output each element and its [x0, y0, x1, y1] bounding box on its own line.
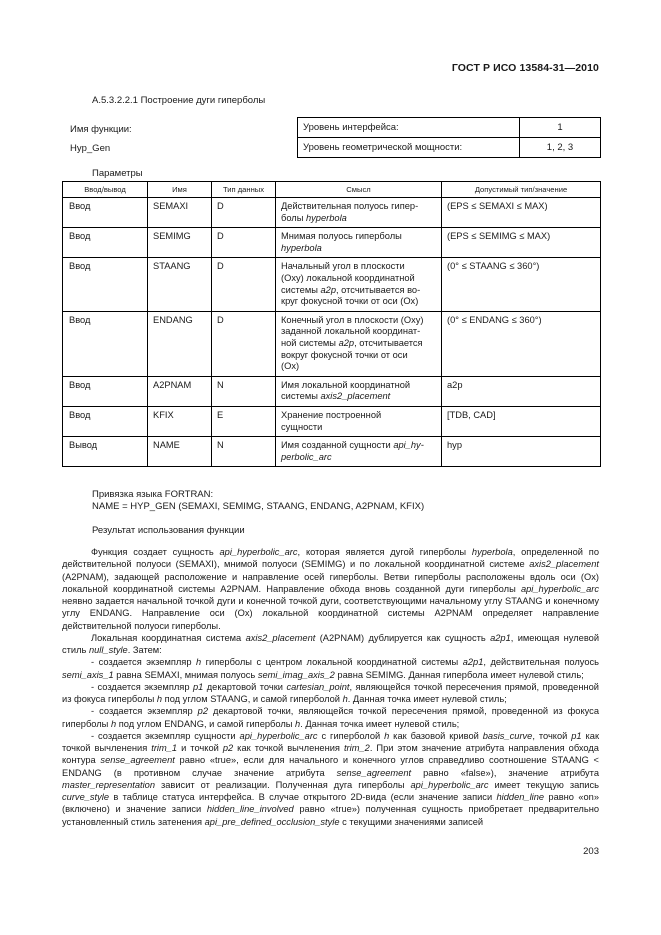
cell-type: D [212, 198, 276, 228]
cell-io: Ввод [63, 228, 148, 258]
standard-header: ГОСТ Р ИСО 13584-31—2010 [451, 62, 599, 74]
parameters-header-row [63, 182, 601, 198]
geom-power-label: Уровень геометрической мощности: [298, 138, 520, 158]
cell-meaning: Имя созданной сущности api_hy- perbolic_arc [276, 437, 442, 467]
cell-type: D [212, 311, 276, 376]
cell-allowed: hyp [442, 437, 601, 467]
interface-level-row [298, 118, 601, 138]
fortran-call: NAME = HYP_GEN (SEMAXI, SEMIMG, STAANG, ENDANG, A2PNAM, KFIX) [92, 501, 425, 512]
table-row [63, 258, 601, 311]
cell-meaning: Начальный угол в плоскости (Oxy) локальной координатной системы a2p, отсчитывается во- круг фокусной точки от оси (Ox) [276, 258, 442, 311]
cell-type: E [212, 406, 276, 436]
cell-allowed: a2p [442, 376, 601, 406]
cell-name: SEMAXI [148, 198, 212, 228]
paragraph: Локальная координатная система axis2_placement (A2PNAM) дублируется как сущность a2p1, имеющая нулевой стиль null_style. Затем: [62, 632, 600, 655]
header-io: Ввод/вывод [63, 182, 148, 198]
cell-io: Ввод [63, 376, 148, 406]
cell-io: Ввод [63, 406, 148, 436]
cell-io: Ввод [63, 198, 148, 228]
cell-type: N [212, 376, 276, 406]
fortran-binding [92, 489, 424, 513]
header-meaning: Смысл [276, 182, 442, 198]
cell-name: KFIX [148, 406, 212, 436]
header-allowed: Допустимый тип/значение [442, 182, 601, 198]
interface-table [297, 117, 601, 158]
cell-allowed: (0° ≤ STAANG ≤ 360°) [442, 258, 601, 311]
table-row [63, 311, 601, 376]
cell-meaning: Конечный угол в плоскости (Oxy) заданной локальной координат- ной системы a2p, отсчитывается вокруг фокусной точки от оси (Ox) [276, 311, 442, 376]
header-type: Тип данных [212, 182, 276, 198]
cell-name: A2PNAM [148, 376, 212, 406]
function-name-label: Имя функции: [70, 124, 132, 135]
cell-meaning: Действительная полуось гипер- болы hyperbola [276, 198, 442, 228]
cell-name: NAME [148, 437, 212, 467]
table-row [63, 228, 601, 258]
body-text [62, 546, 599, 828]
function-name-value: Hyp_Gen [70, 143, 111, 154]
parameters-body [63, 198, 601, 467]
paragraph: - создается экземпляр p1 декартовой точки cartesian_point, являющейся точкой пересечения прямой, проведенной из фокуса гиперболы h под углом STAANG, и самой гиперболой h. Данная точка имеет нулевой стиль; [62, 681, 599, 704]
cell-meaning: Мнимая полуось гиперболы hyperbola [276, 228, 442, 258]
cell-type: D [212, 258, 276, 311]
page-number: 203 [583, 846, 599, 857]
result-label: Результат использования функции [92, 525, 245, 536]
cell-name: ENDANG [148, 311, 212, 376]
cell-allowed: (EPS ≤ SEMIMG ≤ MAX) [442, 228, 601, 258]
table-row [63, 437, 601, 467]
geom-power-value: 1, 2, 3 [520, 138, 601, 158]
table-row [63, 198, 601, 228]
paragraph: - создается экземпляр h гиперболы с центром локальной координатной системы a2p1, действительная полуось semi_axis_1 равна SEMAXI, мнимая полуось semi_imag_axis_2 равна SEMIMG. Данная гипербола имеет нулевой стиль; [62, 657, 600, 680]
section-title: A.5.3.2.2.1 Построение дуги гиперболы [92, 95, 266, 106]
cell-io: Ввод [63, 311, 148, 376]
table-row [63, 406, 601, 436]
cell-allowed: [TDB, CAD] [442, 406, 601, 436]
parameters-table [62, 181, 601, 467]
cell-meaning: Хранение построенной сущности [276, 406, 442, 436]
cell-allowed: (0° ≤ ENDANG ≤ 360°) [442, 311, 601, 376]
cell-type: D [212, 228, 276, 258]
paragraph: - создается экземпляр p2 декартовой точки, являющейся точкой пересечения прямой, проведенной из фокуса гиперболы h под углом ENDANG, и самой гиперболы h. Данная точка имеет нулевой стиль; [62, 706, 599, 729]
paragraph: - создается экземпляр сущности api_hyperbolic_arc с гиперболой h как базовой кривой basis_curve, точкой p1 как точкой вычленения trim_1 и точкой p2 как точкой вычленения trim_2. При этом значение атрибута направления обхода контура sense_agreement равно «true», если для начального и конечного углов справедливо соотношение STAANG < ENDANG (в противном случае значение атрибута sense_agreement равно «false»), значение атрибута master_representation зависит от реализации. Полученная дуга гиперболы api_hyperbolic_arc имеет текущую запись curve_style в таблице статуса интерфейса. В случае открытого 2D-вида (если значение записи hidden_line равно «on» (включено) и значение записи hidden_line_involved равно «true») полученная сущность приобретает предварительно установленный стиль затенения api_pre_defined_occlusion_style с текущими значениями записей [62, 730, 600, 827]
paragraph: Функция создает сущность api_hyperbolic_arc, которая является дугой гиперболы hyperbola, определенной по действительной полуоси (SEMAXI), мнимой полуоси (SEMIMG) и по локальной координатной системе axis2_placement (A2PNAM), задающей расположение и направление осей гиперболы. Ветви гиперболы расположены вдоль оси (Ox) локальной координатной системы A2PNAM. Направление обхода вновь созданной дуги гиперболы api_hyperbolic_arc неявно задается начальной точкой дуги и конечной точкой дуги, соответствующими начальному углу STAANG и конечному углу ENDANG. Направление оси (Ox) локальной координатной системы A2PNAM определяет направление действительной полуоси гиперболы. [62, 547, 600, 631]
interface-level-label: Уровень интерфейса: [298, 118, 520, 138]
parameters-label: Параметры [92, 168, 143, 179]
cell-io: Ввод [63, 258, 148, 311]
cell-meaning: Имя локальной координатной системы axis2_placement [276, 376, 442, 406]
cell-name: STAANG [148, 258, 212, 311]
cell-name: SEMIMG [148, 228, 212, 258]
cell-type: N [212, 437, 276, 467]
table-row [63, 376, 601, 406]
interface-level-value: 1 [520, 118, 601, 138]
fortran-label: Привязка языка FORTRAN: [92, 489, 214, 500]
cell-io: Вывод [63, 437, 148, 467]
header-name: Имя [148, 182, 212, 198]
geom-power-row [298, 138, 601, 158]
cell-allowed: (EPS ≤ SEMAXI ≤ MAX) [442, 198, 601, 228]
